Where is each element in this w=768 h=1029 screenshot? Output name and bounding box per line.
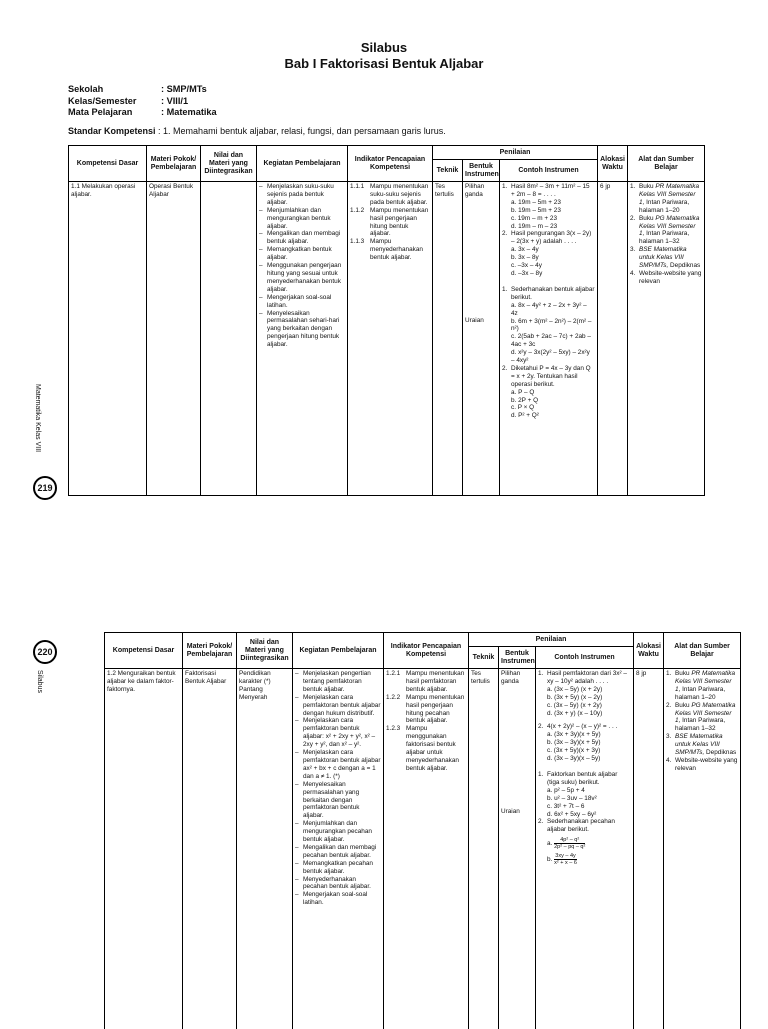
- syllabus-table-2: [104, 632, 741, 1029]
- fraction-a: a. $\frac{\text{4p² – q²}}{\text{2p² – pq – q²}}$: [547, 837, 586, 851]
- standar-kompetensi: Standar Kompetensi : 1. Memahami bentuk aljabar, relasi, fungsi, dan persamaan garis lurus.: [68, 126, 446, 136]
- header-teknik: Teknik: [433, 160, 463, 182]
- header-materi: Materi Pokok/ Pembelajaran: [147, 146, 201, 182]
- header-kd: Kompetensi Dasar: [105, 633, 183, 669]
- list-item: – Memangkatkan pecahan bentuk aljabar.: [295, 860, 381, 876]
- header-materi: Materi Pokok/ Pembelajaran: [183, 633, 237, 669]
- list-item: – Menjumlahkan dan mengurangkan bentuk aljabar.: [259, 207, 345, 231]
- chapter-title: Bab I Faktorisasi Bentuk Aljabar: [284, 56, 484, 71]
- alat-cell: 1. Buku PR Matematika Kelas VIII Semester 1, Intan Pariwara, halaman 1–20 2. Buku PG Matematika Kelas VIII Semester 1, Intan Pariwara, halaman 1–32 3. BSE Matematika untuk Kelas VIII SMP/MTs, Depdiknas 4. Website-website yang relevan: [628, 182, 705, 496]
- side-book-title: Matematika Kelas VIII: [34, 384, 41, 453]
- header-indikator: Indikator Pencapaian Kompetensi: [348, 146, 433, 182]
- page-number-219: 219: [33, 476, 57, 500]
- teknik-cell: Tes tertulis: [469, 669, 499, 1029]
- side-syllabus-label: Silabus: [36, 670, 43, 693]
- kd-cell: 1.1 Melakukan operasi aljabar.: [69, 182, 147, 496]
- list-item: – Menjelaskan suku-suku sejenis pada bentuk aljabar.: [259, 183, 345, 207]
- alokasi-cell: 6 jp: [598, 182, 628, 496]
- header-kegiatan: Kegiatan Pembelajaran: [293, 633, 384, 669]
- header-contoh: Contoh Instrumen: [536, 647, 634, 669]
- page-number-220: 220: [33, 640, 57, 664]
- list-item: – Mengerjakan soal-soal latihan.: [295, 891, 381, 907]
- contoh-cell: 1. Hasil 8m² – 3m + 11m² – 15 + 2m – 8 = . . . . a. 19m – 5m + 23 b. 19m – 5m + 23 c. 19m – m + 23 d. 19m – m – 23 2. Hasil pengurangan 3(x – 2y) – 2(3x + y) adalah . . . . a. 3x – 4y b. 3x – 8y c. –3x – 4y d. –3x – 8y 1. Sederhanakan bentuk aljabar berikut. a. 8x – 4y² + z – 2x + 3y² – 4z b. 6m + 3(m² – 2n²) – 2(m² – n²) c. 2(5ab + 2ac – 7c) + 2ab – 4ac + 3c d. x²y – 3x(2y² – 5xy) – 2x²y – 4xy² 2. Diketahui P = 4x – 3y dan Q = x + 2y. Tentukan hasil operasi berikut. a. P – Q b. 2P + Q c. P × Q d. P² + Q²: [500, 182, 598, 496]
- list-item: – Mengalikan dan membagi pecahan bentuk aljabar.: [295, 844, 381, 860]
- list-item: – Memangkatkan bentuk aljabar.: [259, 246, 345, 262]
- header-kegiatan: Kegiatan Pembelajaran: [257, 146, 348, 182]
- list-item: – Menyederhanakan pecahan bentuk aljabar.: [295, 876, 381, 892]
- fraction-b: b. $\frac{3xy - 4y}{\text{x² + x – 6}}$: [547, 853, 577, 867]
- list-item: – Menjumlahkan dan mengurangkan pecahan bentuk aljabar.: [295, 820, 381, 844]
- list-item: – Menjelaskan pengertian tentang pemfaktoran bentuk aljabar.: [295, 670, 381, 694]
- contoh-cell: 1. Hasil pemfaktoran dari 3x² – xy – 10y² adalah . . . . a. (3x – 5y) (x + 2y) b. (3x + 5y) (x – 2y) c. (3x – 5y) (x + 2y) d. (3x + y) (x – 10y) 2. 4(x + 2y)² – (x – y)² = . . . a. (3x + 3y)(x + 5y) b. (3x – 3y)(x + 5y) c. (3x + 5y)(x + 3y) d. (3x – 3y)(x – 5y) 1. Faktorkan bentuk aljabar (tiga suku) berikut. a. p² – 5p + 4 b. u² – 3uv – 18v² c. 3t² + 7t – 6 d. 6x² + 5xy – 6y² 2. Sederhanakan pecahan aljabar berikut. a. $\frac{\text{4p² – q²}}{\text{2p² – pq – q²}}$ b. $\frac{3xy - 4y}{\text{x² + x – 6}}$: [536, 669, 634, 1029]
- kegiatan-cell: [293, 669, 384, 1029]
- header-alokasi: Alokasi Waktu: [634, 633, 664, 669]
- header-penilaian: Penilaian: [469, 633, 634, 647]
- bentuk-cell: Pilihan ganda Uraian: [499, 669, 536, 1029]
- alat-cell: 1. Buku PR Matematika Kelas VIII Semester 1, Intan Pariwara, halaman 1–20 2. Buku PG Matematika Kelas VIII Semester 1, Intan Pariwara, halaman 1–32 3. BSE Matematika untuk Kelas VIII SMP/MTs, Depdiknas 4. Website-website yang relevan: [664, 669, 741, 1029]
- header-teknik: Teknik: [469, 647, 499, 669]
- list-item: – Menjelaskan cara pemfaktoran bentuk aljabar ax² + bx + c dengan a = 1 dan a ≠ 1. (*): [295, 749, 381, 781]
- list-item: – Menyelesaikan permasalahan sehari-hari yang berkaitan dengan pengerjaan hitung bentuk aljabar.: [259, 310, 345, 350]
- header-alokasi: Alokasi Waktu: [598, 146, 628, 182]
- header-indikator: Indikator Pencapaian Kompetensi: [384, 633, 469, 669]
- syllabus-title: Silabus: [360, 40, 408, 55]
- header-penilaian: Penilaian: [433, 146, 598, 160]
- header-kd: Kompetensi Dasar: [69, 146, 147, 182]
- alokasi-cell: 8 jp: [634, 669, 664, 1029]
- list-item: – Mengerjakan soal-soal latihan.: [259, 294, 345, 310]
- kegiatan-cell: [257, 182, 348, 496]
- header-contoh: Contoh Instrumen: [500, 160, 598, 182]
- nilai-cell: [201, 182, 257, 496]
- teknik-cell: Tes tertulis: [433, 182, 463, 496]
- header-nilai: Nilai dan Materi yang Diintegrasikan: [237, 633, 293, 669]
- school-meta: Sekolah : SMP/MTs Kelas/Semester : VIII/1 Mata Pelajaran : Matematika: [68, 84, 217, 117]
- list-item: – Menyelesaikan permasalahan yang berkaitan dengan pemfaktoran bentuk aljabar.: [295, 781, 381, 821]
- list-item: – Menggunakan pengerjaan hitung yang sesuai untuk menyederhanakan bentuk aljabar.: [259, 262, 345, 294]
- header-alat: Alat dan Sumber Belajar: [628, 146, 705, 182]
- materi-cell: Faktorisasi Bentuk Aljabar: [183, 669, 237, 1029]
- bentuk-cell: Pilihan ganda Uraian: [463, 182, 500, 496]
- materi-cell: Operasi Bentuk Aljabar: [147, 182, 201, 496]
- kd-cell: 1.2 Menguraikan bentuk aljabar ke dalam faktor-faktornya.: [105, 669, 183, 1029]
- indikator-cell: 1.1.1 Mampu menentukan suku-suku sejenis pada bentuk aljabar. 1.1.2 Mampu menentukan hasil pengerjaan hitung bentuk aljabar. 1.1.3 Mampu menyederhanakan bentuk aljabar.: [348, 182, 433, 496]
- nilai-cell: Pendidikan karakter (*) Pantang Menyerah: [237, 669, 293, 1029]
- header-nilai: Nilai dan Materi yang Diintegrasikan: [201, 146, 257, 182]
- header-alat: Alat dan Sumber Belajar: [664, 633, 741, 669]
- syllabus-table-1: [68, 145, 705, 496]
- list-item: – Menjelaskan cara pemfaktoran bentuk aljabar dengan hukum distributif.: [295, 694, 381, 718]
- indikator-cell: 1.2.1 Mampu menentukan hasil pemfaktoran bentuk aljabar. 1.2.2 Mampu menentukan hasil pengerjaan hitung pecahan bentuk aljabar. 1.2.3 Mampu menggunakan faktorisasi bentuk aljabar untuk menyederhanakan bentuk aljabar.: [384, 669, 469, 1029]
- list-item: – Mengalikan dan membagi bentuk aljabar.: [259, 230, 345, 246]
- header-bentuk: Bentuk Instrumen: [463, 160, 500, 182]
- list-item: – Menjelaskan cara pemfaktoran bentuk aljabar: x² + 2xy + y², x² – 2xy + y², dan x² – y².: [295, 717, 381, 749]
- page-220: [0, 608, 768, 1024]
- header-bentuk: Bentuk Instrumen: [499, 647, 536, 669]
